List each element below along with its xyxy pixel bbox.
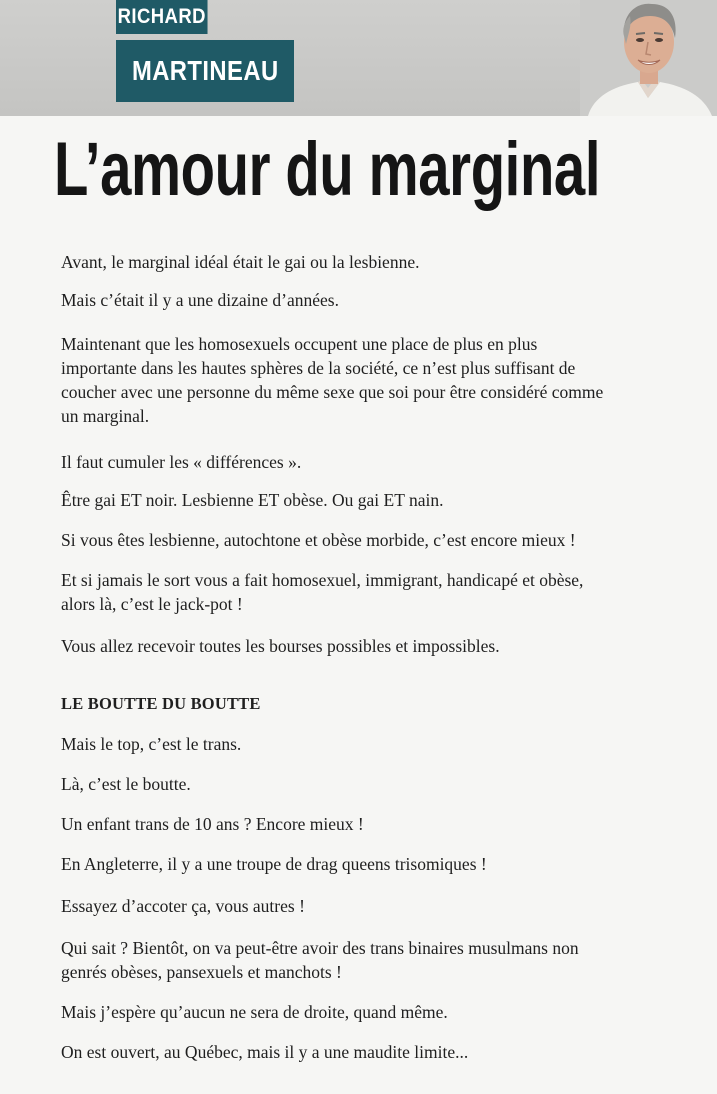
paragraph-line: Avant, le marginal idéal était le gai ou la lesbienne. [61,252,420,272]
author-first-name: RICHARD [116,0,208,34]
paragraph-line: Il faut cumuler les « différences ». [61,452,302,472]
paragraph-line: Là, c’est le boutte. [61,774,191,794]
paragraph-line: Essayez d’accoter ça, vous autres ! [61,896,305,916]
paragraph-line: coucher avec une personne du même sexe que soi pour être considéré comme [61,382,604,402]
paragraph-line: genrés obèses, pansexuels et manchots ! [61,962,342,982]
article-title: L’amour du marginal [54,127,601,212]
paragraph-line: Mais j’espère qu’aucun ne sera de droite, quand même. [61,1002,448,1022]
paragraph-line: Si vous êtes lesbienne, autochtone et obèse morbide, c’est encore mieux ! [61,530,576,550]
paragraph-line: Un enfant trans de 10 ans ? Encore mieux ! [61,814,364,834]
paragraph-line: un marginal. [61,406,150,426]
paragraph-line: En Angleterre, il y a une troupe de drag queens trisomiques ! [61,854,487,874]
author-header [0,0,717,116]
paragraph-line: Maintenant que les homosexuels occupent une place de plus en plus [61,334,538,354]
paragraph-line: Et si jamais le sort vous a fait homosexuel, immigrant, handicapé et obèse, [61,570,584,590]
paragraph-line: Qui sait ? Bientôt, on va peut-être avoir des trans binaires musulmans non [61,938,579,958]
paragraph-line: Vous allez recevoir toutes les bourses possibles et impossibles. [61,636,500,656]
paragraph-line: Mais le top, c’est le trans. [61,734,242,754]
author-photo [580,0,717,116]
paragraph-line: On est ouvert, au Québec, mais il y a une maudite limite... [61,1042,469,1062]
author-last-name: MARTINEAU [131,55,279,86]
paragraph-line: Mais c’était il y a une dizaine d’années. [61,290,339,310]
paragraph-line: importante dans les hautes sphères de la société, ce n’est plus suffisant de [61,358,576,378]
author-last-name-box [116,40,294,102]
paragraph-line: Être gai ET noir. Lesbienne ET obèse. Ou gai ET nain. [61,490,444,510]
section-subheading: LE BOUTTE DU BOUTTE [61,694,261,713]
paragraph-line: alors là, c’est le jack-pot ! [61,594,243,614]
